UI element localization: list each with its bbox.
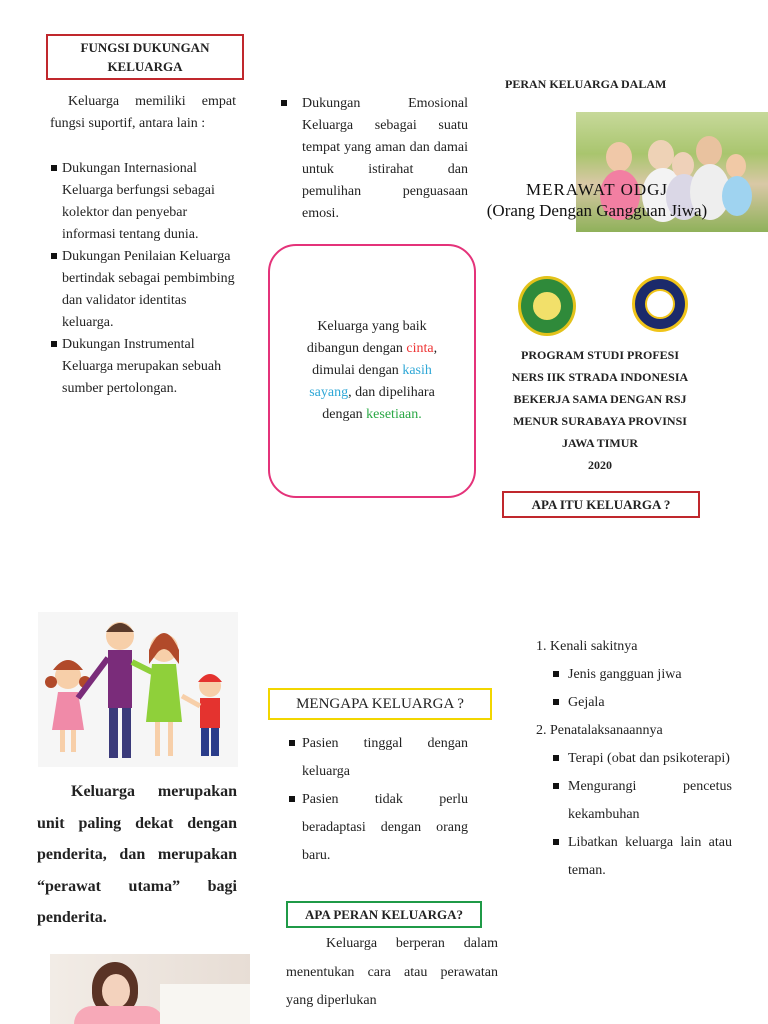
fungsi-list (50, 158, 236, 400)
program-line: NERS IIK STRADA INDONESIA (511, 370, 689, 384)
word-cinta: cinta (406, 341, 434, 356)
mengapa-list (288, 730, 468, 870)
step-label: 1. Kenali sakitnya (536, 639, 638, 654)
peran-heading: PERAN KELUARGA DALAM (505, 77, 667, 91)
callout-text: Keluarga yang baik dibangun dengan cinta, dimulai dengan kasih sayang, dan dipelihara dengan kesetiaan. (306, 319, 438, 422)
peran-text: Keluarga berperan dalam menentukan cara atau perawatan yang diperlukan (286, 936, 498, 1008)
program-info (500, 344, 700, 476)
list-item: Jenis gangguan jiwa (552, 661, 732, 689)
apa-peran-keluarga-box (286, 901, 482, 928)
mengapa-keluarga-box (268, 688, 492, 720)
apa-peran-keluarga-title: APA PERAN KELUARGA? (305, 907, 463, 922)
unit-paling-dekat-text: Keluarga merupakan unit paling dekat dengan penderita, dan merupakan “perawat utama” bagi penderita. (37, 783, 237, 926)
list-item: Terapi (obat dan psikoterapi) (552, 745, 732, 773)
program-line: BEKERJA SAMA DENGAN RSJ (513, 392, 687, 406)
rsj-menur-logo (518, 276, 576, 336)
langkah-list (536, 633, 732, 885)
list-item: Libatkan keluarga lain atau teman. (552, 829, 732, 885)
fungsi-title: FUNGSI DUKUNGAN KELUARGA (80, 40, 210, 74)
word-kasih-sayang: kasih sayang (309, 363, 432, 400)
keluarga-callout (268, 244, 476, 498)
mengapa-keluarga-title: MENGAPA KELUARGA ? (296, 695, 464, 712)
program-line: PROGRAM STUDI PROFESI (520, 348, 679, 362)
list-item: Pasien tinggal dengan keluarga (288, 730, 468, 786)
step-item (536, 717, 732, 885)
family-illustration (38, 612, 238, 767)
emosional-list (280, 93, 468, 225)
program-line: JAWA TIMUR (561, 436, 639, 450)
fungsi-intro: Keluarga memiliki empat fungsi suportif, antara lain : (50, 94, 236, 131)
odgj-title-line1: MERAWAT ODGJ (525, 180, 669, 199)
reading-girl-photo (50, 954, 250, 1024)
list-item: Dukungan Instrumental Keluarga merupakan sebuah sumber pertolongan. (50, 334, 236, 400)
list-item: Dukungan Emosional Keluarga sebagai suatu tempat yang aman dan damai untuk istirahat dan pemulihan penguasaan emosi. (280, 93, 468, 225)
step-item (536, 633, 732, 717)
step-label: 2. Penatalaksanaannya (536, 723, 663, 738)
apa-itu-keluarga-title: APA ITU KELUARGA ? (531, 497, 671, 512)
odgj-title-line2: (Orang Dengan Gangguan Jiwa) (486, 201, 708, 220)
word-kesetiaan: kesetiaan. (366, 407, 422, 422)
program-line: MENUR SURABAYA PROVINSI (513, 414, 687, 428)
apa-itu-keluarga-box (502, 491, 700, 518)
strada-logo (632, 276, 688, 332)
fungsi-title-box (46, 34, 244, 80)
list-item: Dukungan Internasional Keluarga berfungsi sebagai kolektor dan penyebar informasi tentang dunia. (50, 158, 236, 246)
list-item: Mengurangi pencetus kekambuhan (552, 773, 732, 829)
list-item: Gejala (552, 689, 732, 717)
program-year: 2020 (588, 458, 612, 472)
odgj-title (486, 179, 708, 221)
list-item: Dukungan Penilaian Keluarga bertindak sebagai pembimbing dan validator identitas keluarga. (50, 246, 236, 334)
list-item: Pasien tidak perlu beradaptasi dengan orang baru. (288, 786, 468, 870)
